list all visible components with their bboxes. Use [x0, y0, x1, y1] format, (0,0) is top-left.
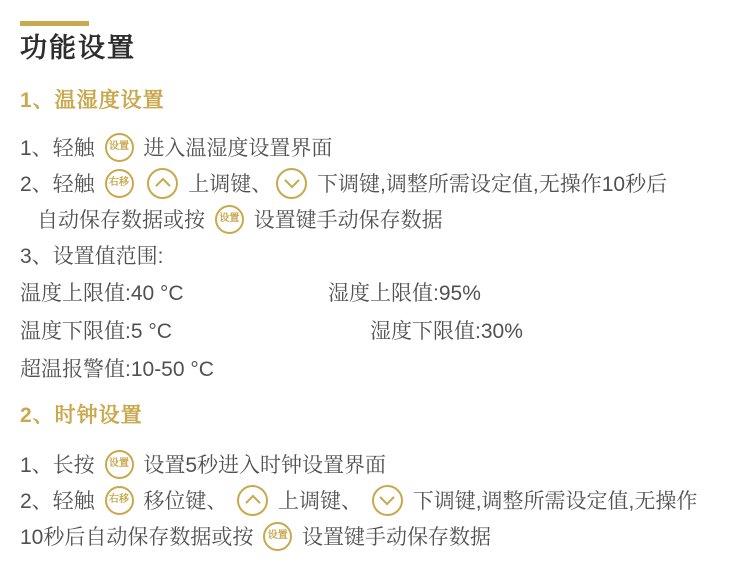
- instruction-line: [20, 237, 730, 273]
- down-arrow-icon: [276, 168, 307, 199]
- instruction-text: 自动保存数据或按: [37, 209, 211, 232]
- section-heading-temp-humidity: 1、温湿度设置: [20, 89, 165, 112]
- instruction-text: 设置键手动保存数据: [247, 209, 443, 232]
- instruction-line: [20, 201, 730, 237]
- down-arrow-icon-glyph: [380, 490, 396, 506]
- instruction-text: 2、轻触: [20, 173, 101, 196]
- instruction-text: 上调键、: [272, 490, 368, 513]
- instruction-text: 移位键、: [137, 490, 234, 513]
- temp-upper-limit-value: 温度上限值:40 °C: [20, 282, 184, 305]
- over-temp-alarm-value: 超温报警值:10-50 °C: [20, 358, 214, 381]
- up-arrow-icon: [147, 168, 178, 199]
- instruction-text: 1、长按: [20, 454, 101, 477]
- right-shift-badge-icon: 右移: [105, 486, 134, 515]
- settings-badge-icon: 设置: [105, 450, 134, 479]
- instruction-line: [20, 165, 730, 201]
- up-arrow-icon: [237, 485, 268, 516]
- humidity-lower-limit-value: 湿度下限值:30%: [370, 320, 523, 343]
- down-arrow-icon-glyph: [284, 173, 300, 189]
- page-title: 功能设置: [20, 33, 136, 63]
- instruction-text: 10秒后自动保存数据或按: [20, 526, 260, 549]
- settings-badge-icon: 设置: [105, 133, 134, 162]
- section-heading-clock: 2、时钟设置: [20, 404, 143, 427]
- instruction-text: 3、设置值范围:: [20, 245, 164, 268]
- instruction-text: 进入温湿度设置界面: [137, 137, 333, 160]
- down-arrow-icon: [372, 485, 403, 516]
- instruction-text: 下调键,调整所需设定值,无操作: [406, 490, 698, 513]
- section-clock-settings: [20, 402, 730, 554]
- settings-badge-icon: 设置: [215, 205, 244, 234]
- value-row: [20, 273, 730, 311]
- up-arrow-icon-glyph: [155, 178, 171, 194]
- temp-lower-limit-value: 温度下限值:5 °C: [20, 320, 172, 343]
- instruction-line: [20, 518, 730, 554]
- instruction-text: 下调键,调整所需设定值,无操作10秒后: [311, 173, 668, 196]
- settings-badge-icon: 设置: [263, 522, 292, 551]
- instruction-text: 2、轻触: [20, 490, 101, 513]
- instruction-text: 设置5秒进入时钟设置界面: [137, 454, 387, 477]
- instruction-text: 设置键手动保存数据: [296, 526, 492, 549]
- instruction-text: 1、轻触: [20, 137, 101, 160]
- accent-bar: [20, 21, 89, 26]
- instruction-text: [138, 171, 144, 195]
- humidity-upper-limit-value: 湿度上限值:95%: [328, 282, 481, 305]
- instruction-line: [20, 446, 730, 482]
- instruction-line: [20, 482, 730, 518]
- section-temp-humidity-settings: [20, 87, 730, 387]
- value-row: [20, 349, 730, 387]
- instruction-text: 上调键、: [182, 173, 273, 196]
- value-row: [20, 311, 730, 349]
- right-shift-badge-icon: 右移: [105, 169, 134, 198]
- instruction-line: [20, 129, 730, 165]
- up-arrow-icon-glyph: [245, 495, 261, 511]
